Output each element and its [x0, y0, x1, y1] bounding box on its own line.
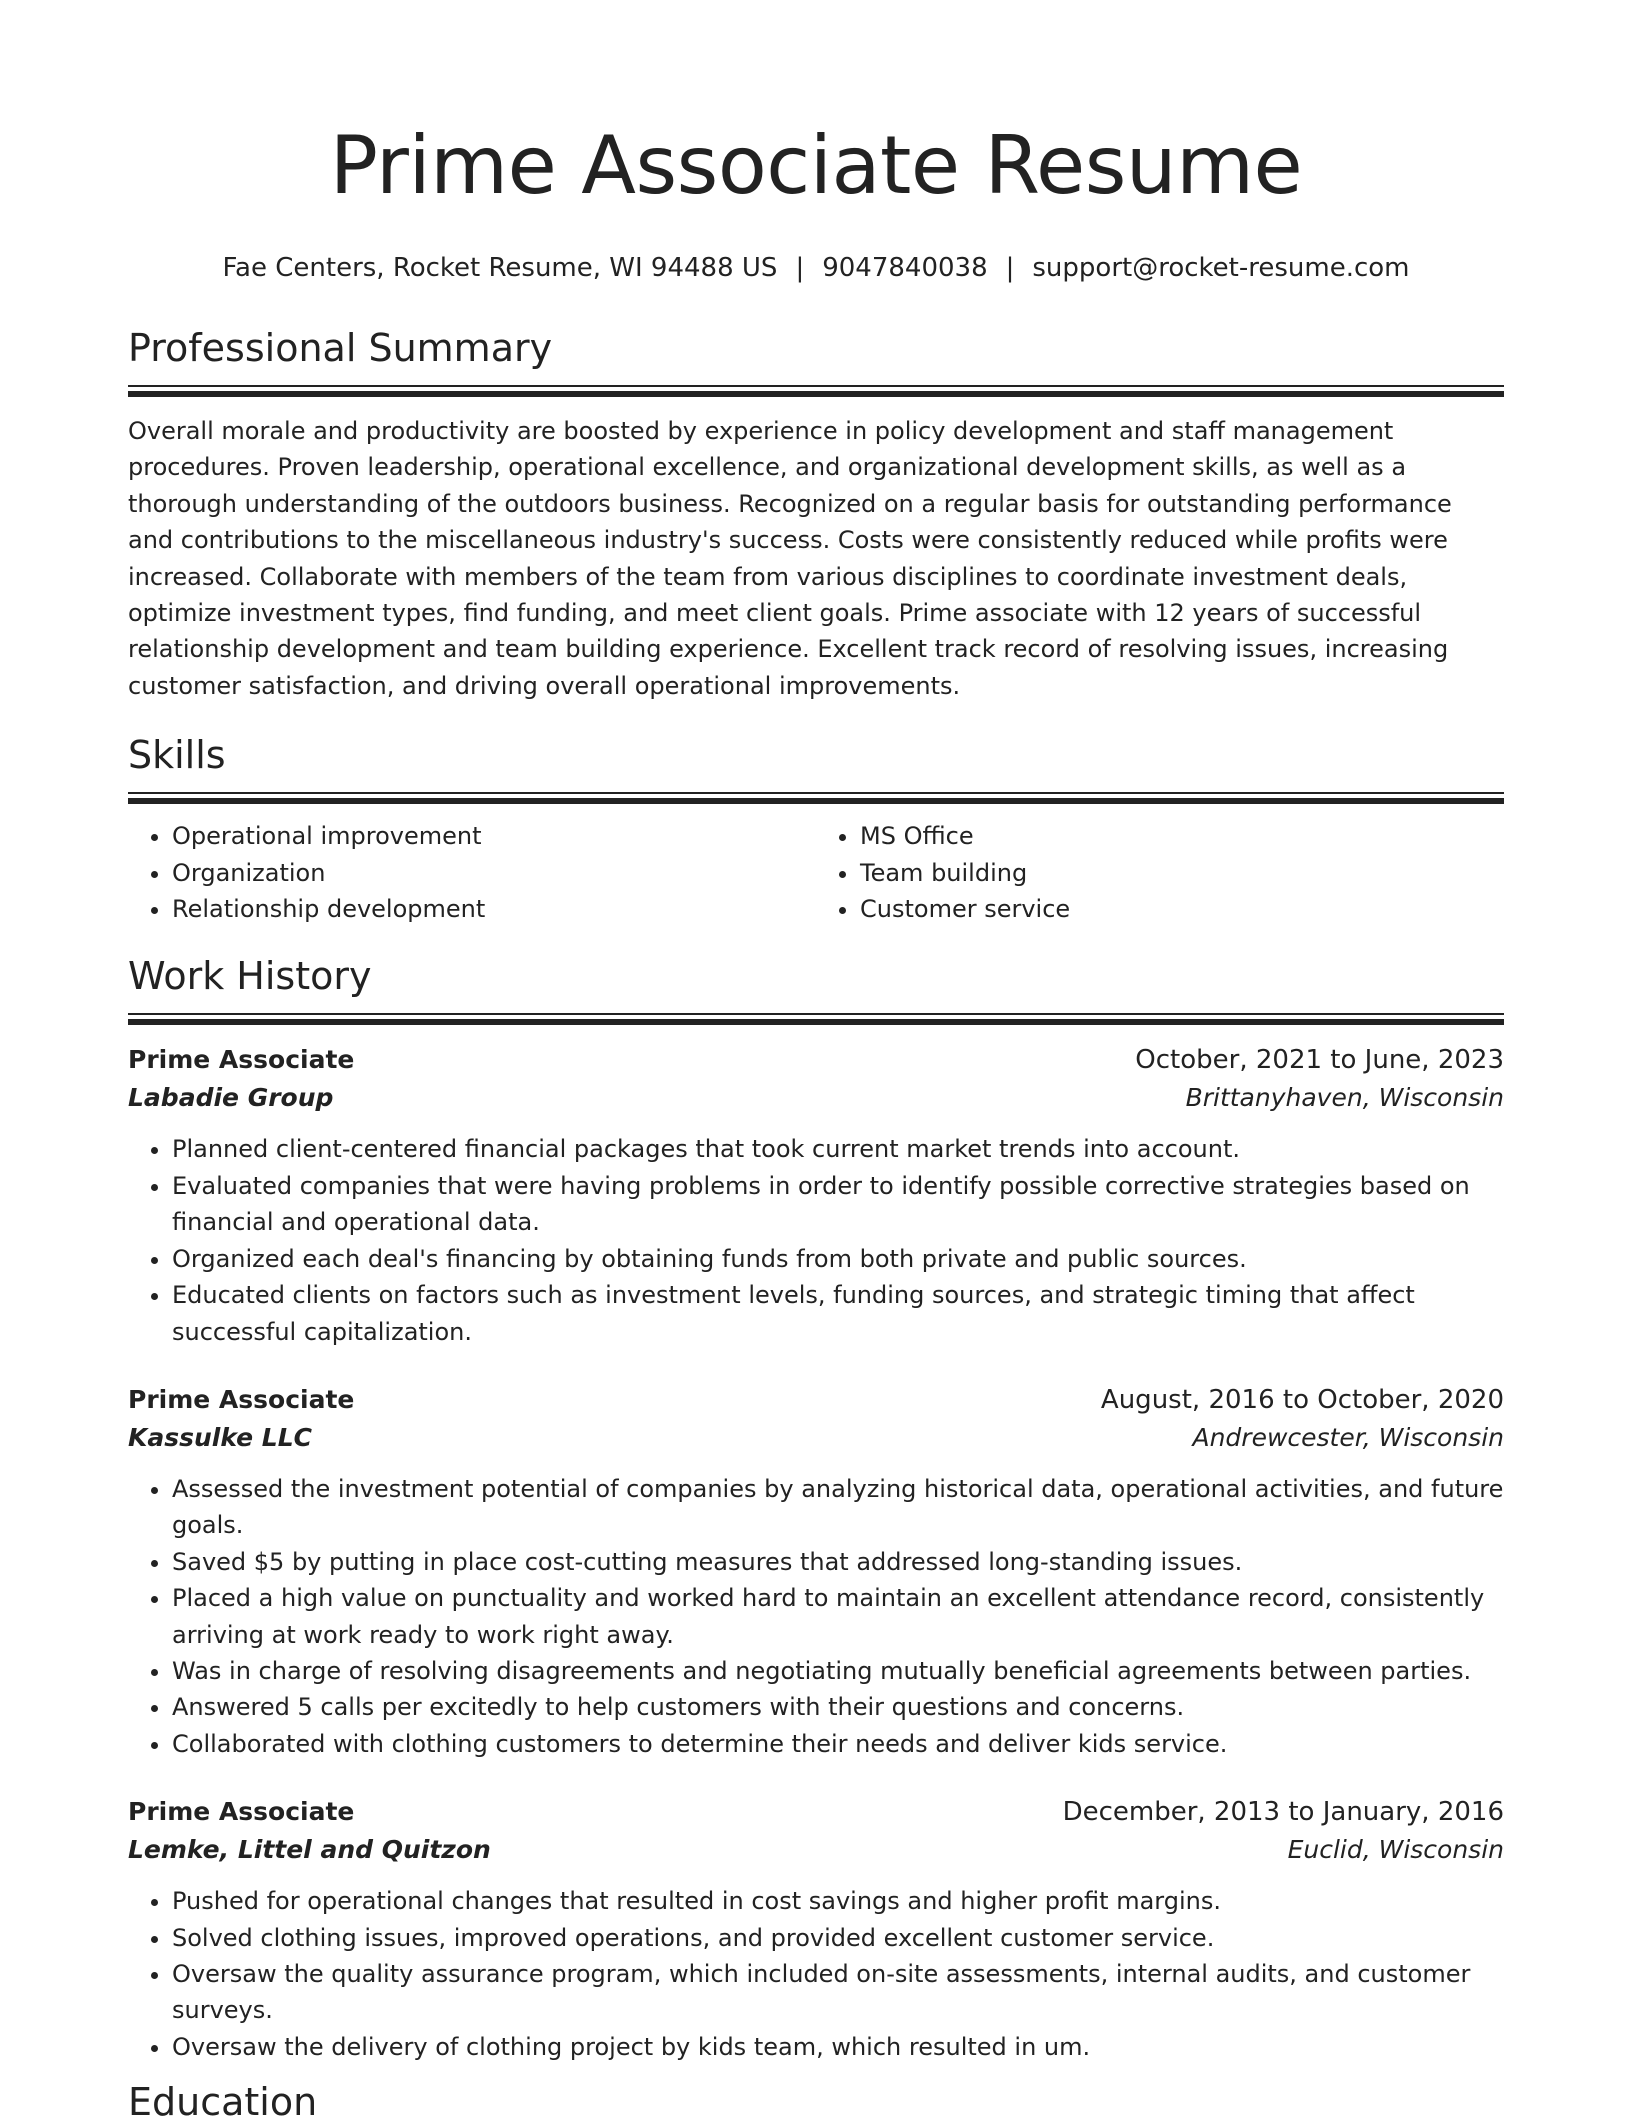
- job-entry: [128, 1381, 1504, 1762]
- job-bullets: [128, 1471, 1504, 1762]
- education-heading: Education: [128, 2080, 318, 2125]
- job-dates: December, 2013 to January, 2016: [1062, 1797, 1504, 1828]
- education-section: [128, 2079, 1504, 2125]
- skills-list: [128, 818, 1504, 927]
- skills-section: [128, 732, 1504, 927]
- work-history-heading: Work History: [128, 954, 372, 999]
- job-location: Brittanyhaven, Wisconsin: [1185, 1083, 1504, 1113]
- job-bullets: [128, 1883, 1504, 2065]
- contact-email: support@rocket-resume.com: [1032, 253, 1410, 283]
- work-history-section: [128, 953, 1504, 2065]
- job-bullet: • Evaluated companies that were having problems in order to identify possible corrective strategies based on financial and operational data.: [172, 1168, 1504, 1241]
- job-bullets: [128, 1131, 1504, 1349]
- job-bullet: • Assessed the investment potential of companies by analyzing historical data, operational activities, and future goals.: [172, 1471, 1504, 1544]
- contact-address: Fae Centers, Rocket Resume, WI 94488 US: [222, 253, 778, 283]
- contact-phone: 9047840038: [822, 253, 988, 283]
- job-title: Prime Associate: [128, 1045, 355, 1075]
- job-bullet: • Oversaw the quality assurance program, which included on-site assessments, internal audits, and customer surveys.: [172, 1956, 1504, 2029]
- skill-item: • Organization: [172, 855, 816, 891]
- skill-item: • Operational improvement: [172, 818, 816, 854]
- job-dates: August, 2016 to October, 2020: [1100, 1384, 1504, 1415]
- job-title: Prime Associate: [128, 1797, 355, 1827]
- job-bullet: • Oversaw the delivery of clothing project by kids team, which resulted in um.: [172, 2029, 1504, 2065]
- job-entry: [128, 1041, 1504, 1349]
- job-bullet: • Was in charge of resolving disagreements and negotiating mutually beneficial agreements between parties.: [172, 1653, 1504, 1689]
- contact-line: [128, 250, 1504, 286]
- job-company: Labadie Group: [128, 1083, 334, 1113]
- contact-separator: |: [1005, 253, 1015, 283]
- skills-column-left: [128, 818, 816, 927]
- job-company: Kassulke LLC: [128, 1422, 312, 1452]
- job-bullet: • Organized each deal's financing by obtaining funds from both private and public sources.: [172, 1241, 1504, 1277]
- skill-item: • Customer service: [860, 891, 1504, 927]
- job-subheader: [128, 1419, 1504, 1457]
- skills-heading: Skills: [128, 733, 226, 778]
- skill-item: • MS Office: [860, 818, 1504, 854]
- job-bullet: • Planned client-centered financial packages that took current market trends into account.: [172, 1131, 1504, 1167]
- job-header: [128, 1041, 1504, 1079]
- job-subheader: [128, 1831, 1504, 1869]
- summary-heading: Professional Summary: [128, 326, 553, 370]
- skill-item: • Team building: [860, 855, 1504, 891]
- job-bullet: • Pushed for operational changes that resulted in cost savings and higher profit margins.: [172, 1883, 1504, 1919]
- job-entry: [128, 1793, 1504, 2065]
- job-header: [128, 1793, 1504, 1831]
- job-bullet: • Saved $5 by putting in place cost-cutting measures that addressed long-standing issues.: [172, 1544, 1504, 1580]
- contact-separator: |: [795, 253, 805, 283]
- job-bullet: • Solved clothing issues, improved operations, and provided excellent customer service.: [172, 1920, 1504, 1956]
- job-header: [128, 1381, 1504, 1419]
- job-title: Prime Associate: [128, 1384, 355, 1414]
- section-divider: [128, 1013, 1504, 1025]
- job-subheader: [128, 1079, 1504, 1117]
- job-dates: October, 2021 to June, 2023: [1135, 1045, 1504, 1076]
- section-divider: [128, 385, 1504, 397]
- skill-item: • Relationship development: [172, 891, 816, 927]
- summary-section: [128, 325, 1504, 704]
- skills-column-right: [816, 818, 1504, 927]
- job-location: Andrewcester, Wisconsin: [1192, 1422, 1504, 1452]
- job-bullet: • Educated clients on factors such as investment levels, funding sources, and strategic timing that affect successful capitalization.: [172, 1277, 1504, 1350]
- job-location: Euclid, Wisconsin: [1287, 1835, 1504, 1865]
- job-bullet: • Collaborated with clothing customers to determine their needs and deliver kids service.: [172, 1726, 1504, 1762]
- job-company: Lemke, Littel and Quitzon: [128, 1835, 491, 1865]
- summary-text: Overall morale and productivity are boosted by experience in policy development and staff management procedures. Proven leadership, operational excellence, and organizational development skills, as well as a thorough understanding of the outdoors business. Recognized on a regular basis for outstanding performance and contributions to the miscellaneous industry's success. Costs were consistently reduced while profits were increased. Collaborate with members of the team from various disciplines to coordinate investment deals, optimize investment types, find funding, and meet client goals. Prime associate with 12 years of successful relationship development and team building experience. Excellent track record of resolving issues, increasing customer satisfaction, and driving overall operational improvements.: [128, 417, 1452, 700]
- section-divider: [128, 792, 1504, 804]
- job-bullet: • Placed a high value on punctuality and worked hard to maintain an excellent attendance record, consistently arriving at work ready to work right away.: [172, 1580, 1504, 1653]
- job-bullet: • Answered 5 calls per excitedly to help customers with their questions and concerns.: [172, 1689, 1504, 1725]
- page-title: Prime Associate Resume: [329, 119, 1303, 212]
